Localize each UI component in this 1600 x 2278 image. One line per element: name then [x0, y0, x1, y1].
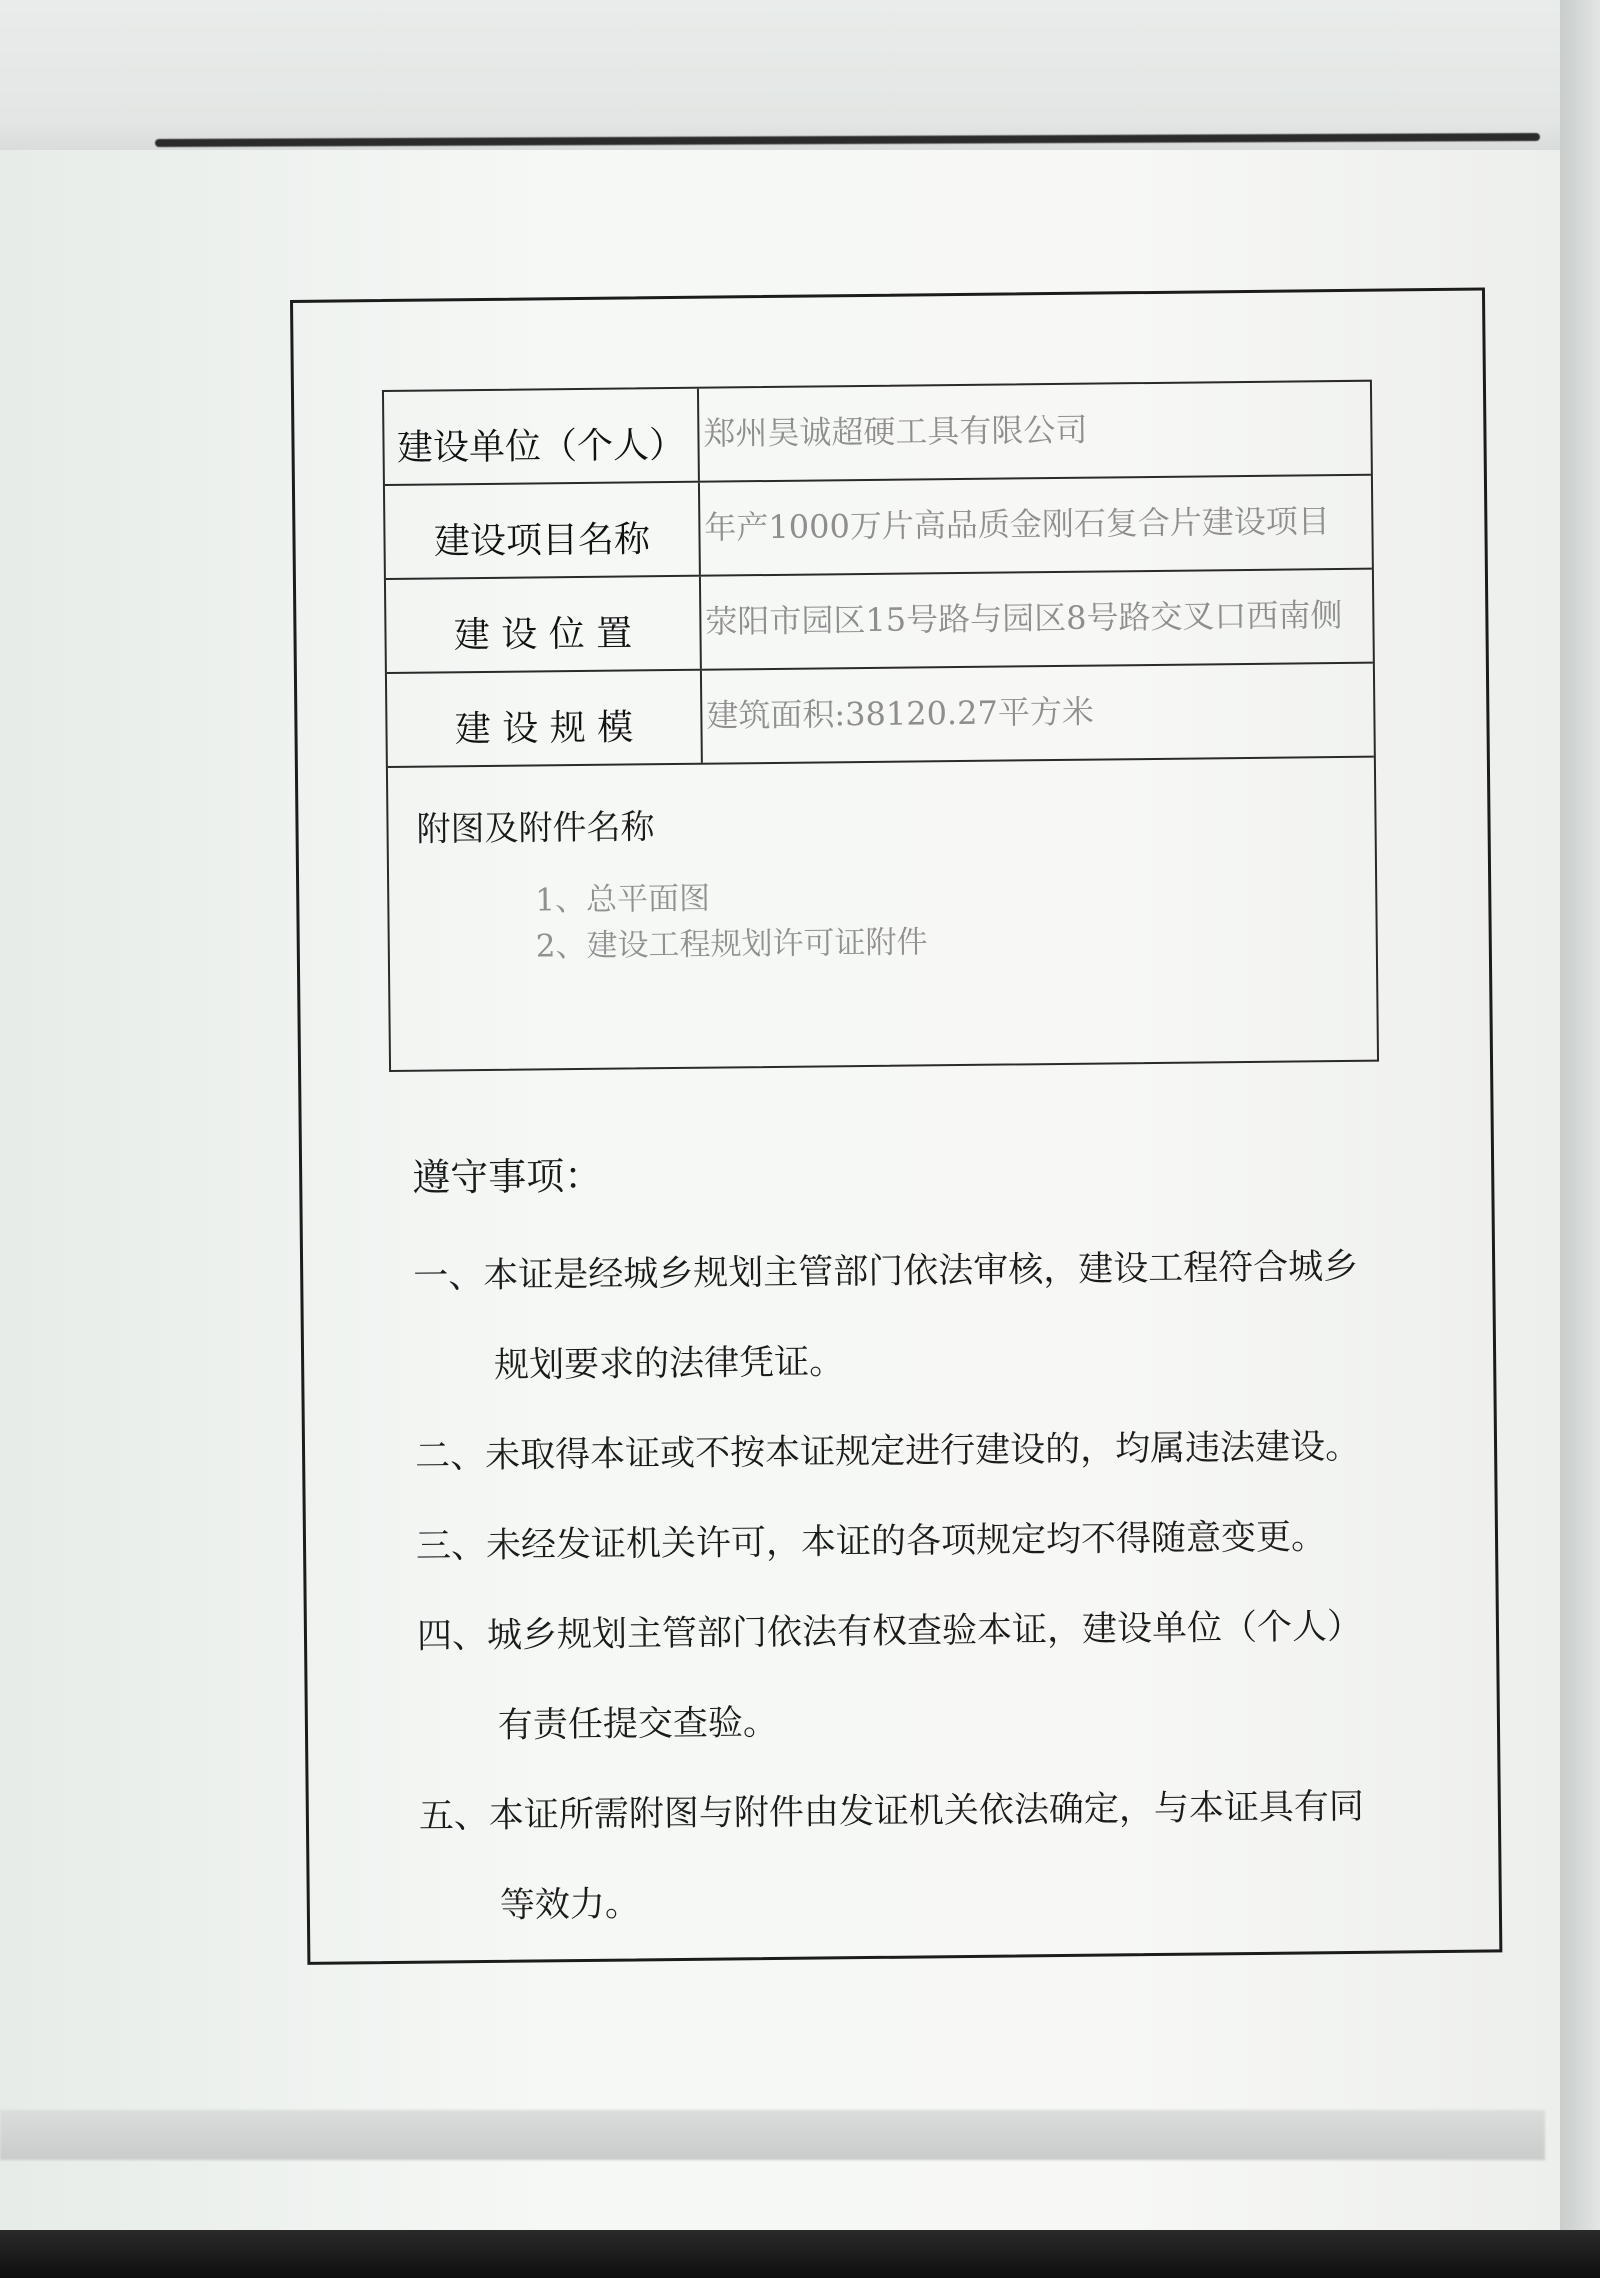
project-name-label: 建设项目名称: [385, 483, 701, 578]
notes-section: [412, 1136, 1430, 1952]
row-location: [386, 570, 1373, 674]
note-item: [413, 1221, 1425, 1412]
note-line: 四、城乡规划主管部门依法有权查验本证，建设单位（个人）: [416, 1606, 1363, 1657]
row-project-name: [385, 476, 1372, 580]
attachment-item: 1、总平面图: [535, 880, 711, 919]
note-line: 二、未取得本证或不按本证规定进行建设的，均属违法建设。: [414, 1426, 1361, 1477]
location-label: 建 设 位 置: [386, 577, 702, 672]
project-name-value: 年产1000万片高品质金刚石复合片建设项目: [704, 502, 1331, 547]
note-line: 三、未经发证机关许可，本证的各项规定均不得随意变更。: [415, 1517, 1327, 1567]
row-scale: [387, 664, 1374, 768]
note-item: [417, 1581, 1429, 1772]
note-item: [415, 1401, 1426, 1502]
row-construction-unit: [384, 382, 1371, 486]
construction-unit-label: 建设单位（个人）: [384, 389, 700, 484]
attachment-item: 2、建设工程规划许可证附件: [535, 924, 928, 965]
note-item: [418, 1761, 1430, 1952]
location-value: 荥阳市园区15号路与园区8号路交叉口西南侧: [705, 595, 1343, 641]
top-shadow-band: [0, 0, 1560, 150]
note-continuation: 规划要求的法律凭证。: [493, 1342, 845, 1386]
note-continuation: 等效力。: [499, 1884, 641, 1926]
note-line: 五、本证所需附图与附件由发证机关依法确定，与本证具有同: [418, 1786, 1365, 1837]
scale-label: 建 设 规 模: [387, 671, 703, 766]
scale-value: 建筑面积:38120.27平方米: [706, 692, 1095, 735]
attachments-title: 附图及附件名称: [416, 807, 655, 850]
construction-unit-value: 郑州昊诚超硬工具有限公司: [703, 410, 1088, 453]
certificate-frame: [290, 287, 1502, 1964]
right-edge-shadow: [1560, 0, 1600, 2278]
attachments-list: [535, 869, 1376, 970]
note-continuation: 有责任提交查验。: [497, 1702, 779, 1746]
bottom-edge-shadow: [0, 2230, 1600, 2278]
note-line: 一、本证是经城乡规划主管部门依法审核，建设工程符合城乡: [413, 1246, 1359, 1297]
bottom-shadow-band: [0, 2110, 1545, 2160]
note-item: [416, 1491, 1427, 1592]
notes-title: 遵守事项：: [411, 1153, 603, 1200]
attachments-cell: [388, 758, 1377, 1070]
info-table: [382, 380, 1379, 1072]
